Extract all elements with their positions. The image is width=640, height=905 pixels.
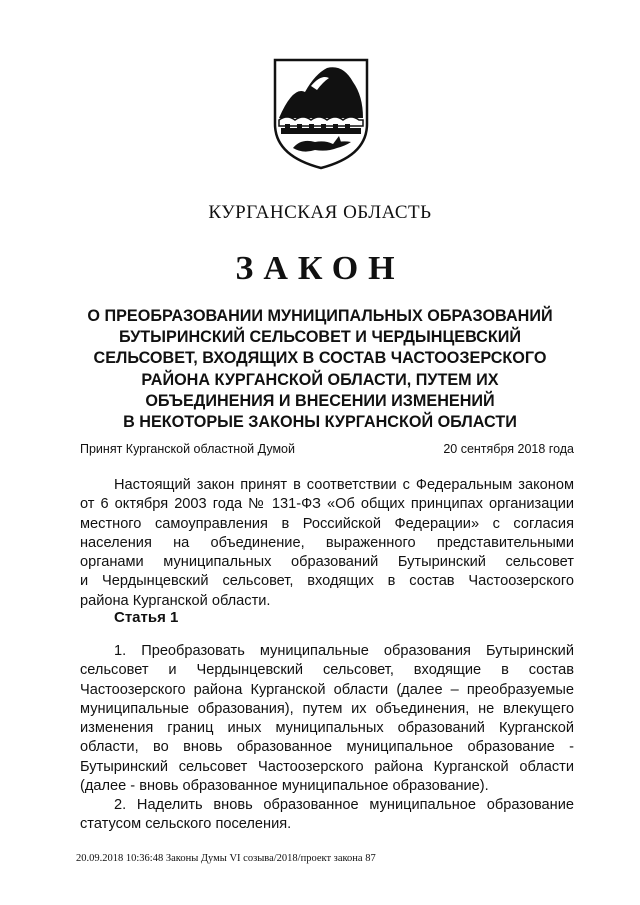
clause-1-line: муниципальные образования), путем их объединения, не влекущего: [80, 700, 574, 717]
law-title-line: БУТЫРИНСКИЙ СЕЛЬСОВЕТ И ЧЕРДЫНЦЕВСКИЙ: [118, 328, 521, 347]
adoption-date: 20 сентября 2018 года: [443, 442, 574, 456]
clause-2-line: статусом сельского поселения.: [80, 816, 292, 833]
preamble-paragraph: [80, 476, 574, 611]
preamble-line: местного самоуправления в Российской Федерации» с согласия: [80, 515, 574, 532]
adopted-by: Принят Курганской областной Думой: [80, 442, 295, 456]
preamble-line: населения на объединение, выраженного представительными: [80, 534, 574, 551]
preamble-line: и Чердынцевский сельсовет, входящих в состав Частоозерского: [80, 573, 574, 590]
law-title-line: О ПРЕОБРАЗОВАНИИ МУНИЦИПАЛЬНЫХ ОБРАЗОВАНИЙ: [87, 307, 553, 325]
adoption-info: [80, 442, 574, 456]
coat-of-arms-icon: [271, 56, 371, 171]
clause-1-line: области, во вновь образованное муниципальное образование -: [80, 739, 574, 756]
law-title-line: СЕЛЬСОВЕТ, ВХОДЯЩИХ В СОСТАВ ЧАСТООЗЕРСКОГО: [93, 349, 547, 368]
law-title-line: РАЙОНА КУРГАНСКОЙ ОБЛАСТИ, ПУТЕМ ИХ: [141, 370, 499, 389]
clause-1-line: 1. Преобразовать муниципальные образования Бутыринский: [114, 643, 574, 659]
preamble-line: от 6 октября 2003 года № 131-ФЗ «Об общих принципах организации: [80, 496, 574, 513]
article-heading: Статья 1: [114, 609, 179, 626]
clause-1-line: изменения границ иных муниципальных образований Курганской: [80, 720, 574, 737]
clause-1-paragraph: [80, 642, 574, 796]
clause-1-line: Частоозерского района Курганской области (далее – преобразуемые: [80, 681, 574, 698]
clause-1-line: (далее - вновь образованное муниципальное образование).: [80, 778, 489, 795]
law-title-line: В НЕКОТОРЫЕ ЗАКОНЫ КУРГАНСКОЙ ОБЛАСТИ: [123, 413, 517, 432]
preamble-line: Настоящий закон принят в соответствии с Федеральным законом: [114, 477, 574, 493]
clause-1-line: сельсовет и Чердынцевский сельсовет, входящие в состав: [80, 662, 574, 679]
document-footer: 20.09.2018 10:36:48 Законы Думы VI созыва/2018/проект закона 87: [76, 853, 376, 864]
preamble-line: района Курганской области.: [80, 592, 271, 609]
region-name: КУРГАНСКАЯ ОБЛАСТЬ: [208, 202, 432, 223]
clause-1-line: Бутыринский сельсовет Частоозерского района Курганской области: [80, 758, 574, 775]
law-title-line: ОБЪЕДИНЕНИЯ И ВНЕСЕНИИ ИЗМЕНЕНИЙ: [145, 391, 495, 410]
clause-2-paragraph: [80, 796, 574, 835]
law-title: [70, 306, 570, 433]
preamble-line: органами муниципальных образований Бутыринский сельсовет: [80, 554, 574, 571]
clause-2-line: 2. Наделить вновь образованное муниципальное образование: [114, 797, 574, 813]
law-heading: ЗАКОН: [235, 250, 405, 287]
